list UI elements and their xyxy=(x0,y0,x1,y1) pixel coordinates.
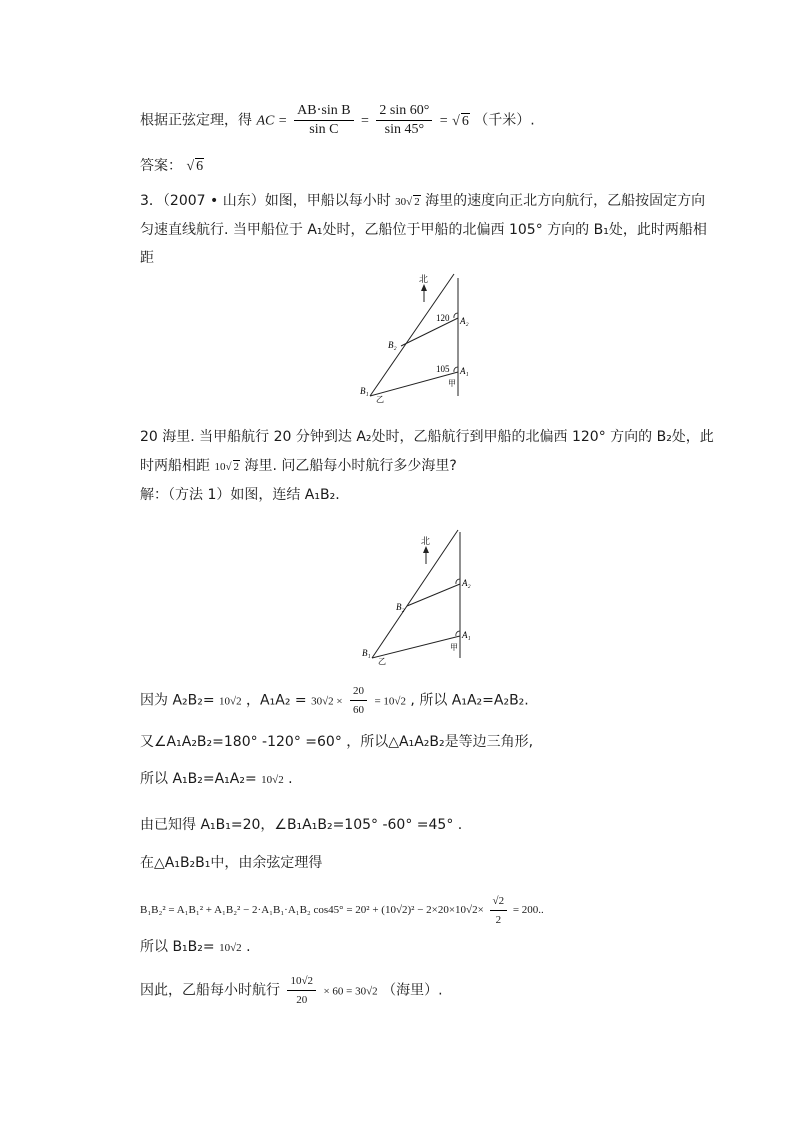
problem-line-2 xyxy=(140,219,707,239)
problem-line-4 xyxy=(140,426,714,446)
answer-line xyxy=(140,155,204,175)
figure1-angle-arc-bottom xyxy=(454,367,458,372)
expr-result: = 10√2 xyxy=(374,695,406,708)
radicand: 6 xyxy=(461,113,469,129)
figure1-label-yi: 乙 xyxy=(376,395,384,404)
solution-line-2 xyxy=(140,731,533,751)
fraction-denominator: sin 45° xyxy=(384,122,425,137)
problem-text: 海里. 问乙船每小时航行多少海里? xyxy=(244,458,457,474)
fraction-denominator: sin C xyxy=(309,122,339,137)
solution-text: 又∠A₁A₂B₂=180° -120° =60° ，所以△A₁A₂B₂是等边三角形, xyxy=(140,734,534,750)
answer-label: 答案： xyxy=(140,158,182,174)
solution-line-5 xyxy=(140,852,322,872)
expr-result: × 60 = 30√2 xyxy=(323,985,378,998)
figure1-label-a2: A₂ xyxy=(460,316,469,326)
solution-text: 因为 A₂B₂= xyxy=(140,692,215,709)
solution-text: 解：（方法 1）如图，连结 A₁B₂. xyxy=(140,487,340,503)
figure2-label-yi: 乙 xyxy=(378,657,386,666)
value-10-root2: 10√2 xyxy=(219,942,242,954)
figure2-north-label: 北 xyxy=(421,536,431,546)
figure2-label-a1: A₁ xyxy=(462,630,471,640)
fraction-numerator: AB⋅sin B xyxy=(294,102,353,121)
problem-line-3 xyxy=(140,247,154,267)
figure2-line-b1-top xyxy=(372,530,458,658)
fraction-2sin60 xyxy=(376,102,432,139)
equals-sign: = xyxy=(439,113,448,129)
equals-sign: = xyxy=(361,113,369,129)
solution-line-7 xyxy=(140,972,443,1009)
figure2-angle-arc-top xyxy=(456,579,460,584)
sine-rule-prefix: 根据正弦定理，得 xyxy=(140,112,252,129)
problem-line-1 xyxy=(140,190,705,210)
fraction-numerator: 2 sin 60° xyxy=(376,102,432,121)
figure2-line-b1-a1 xyxy=(372,636,460,658)
figure1-line-b1-a1 xyxy=(370,372,458,396)
fraction-ab-sinb xyxy=(294,102,353,139)
formula-result: = 200.. xyxy=(512,904,544,917)
figure1-angle-120: 120 xyxy=(436,313,450,323)
solution-text: ，A₁A₂ = xyxy=(246,692,307,709)
fraction-numerator: √2 xyxy=(490,892,508,911)
figure2-label-b2: B₂ xyxy=(396,602,405,612)
formula-text: B₁B₂² = A₁B₁² + A₁B₂² − 2·A₁B₁·A₁B₂ cos45° = 20² + (10√2)² − 2×20×10√2× xyxy=(140,904,484,917)
solution-text: 所以 B₁B₂= xyxy=(140,939,215,955)
solution-text: . xyxy=(288,771,293,787)
figure2-arrowhead-icon xyxy=(423,546,429,553)
expr-30-root2: 30√2 × xyxy=(311,695,343,708)
problem-text: 匀速直线航行. 当甲船位于 A₁处时，乙船位于甲船的北偏西 105° 方向的 B₁处，此时两船相 xyxy=(140,222,707,238)
figure1-north-label: 北 xyxy=(419,274,429,284)
figure2-angle-arc-bottom xyxy=(456,631,460,636)
fraction-numerator: 20 xyxy=(350,682,367,701)
problem-text: 时两船相距 xyxy=(140,458,210,474)
solution-text: 由已知得 A₁B₁=20，∠B₁A₁B₂=105° -60° =45° . xyxy=(140,817,463,833)
equals-sign: = xyxy=(278,113,287,129)
figure2-label-jia: 甲 xyxy=(450,643,458,652)
figure1-label-jia: 甲 xyxy=(448,379,456,388)
problem-text: 距 xyxy=(140,250,154,266)
figure1-label-b2: B₂ xyxy=(388,340,397,350)
fraction-numerator: 10√2 xyxy=(287,972,316,991)
figure2-line-b2-a2 xyxy=(407,584,460,606)
solution-text: （海里）. xyxy=(382,982,443,999)
solution-text: 所以 A₁B₂=A₁A₂= xyxy=(140,771,257,787)
solution-text: 在△A₁B₂B₁中，由余弦定理得 xyxy=(140,855,323,871)
figure1-angle-arc-top xyxy=(454,313,458,318)
figure1-arrowhead-icon xyxy=(421,284,427,291)
sine-rule-line xyxy=(140,102,535,139)
figure2-label-b1: B₁ xyxy=(362,648,371,658)
distance-value: 10√ 2 xyxy=(214,461,239,473)
radicand: 2 xyxy=(414,196,420,208)
fraction-denominator: 60 xyxy=(353,704,365,716)
fraction-denominator: 2 xyxy=(495,914,502,926)
unit-km: （千米）. xyxy=(474,112,535,129)
solution-text: 因此，乙船每小时航行 xyxy=(140,982,280,999)
radicand: 2 xyxy=(233,461,239,473)
solution-text: . xyxy=(246,939,251,955)
figure1-angle-105: 105 xyxy=(436,364,450,374)
figure1-line-b1-top xyxy=(370,274,454,396)
cosine-rule-formula xyxy=(140,892,544,929)
solution-line-1 xyxy=(140,682,529,719)
fraction-denominator: 20 xyxy=(296,994,308,1006)
figure2-label-a2: A₂ xyxy=(462,578,471,588)
solution-line-6 xyxy=(140,936,251,956)
value-10-root2: 10√2 xyxy=(261,774,284,786)
ac-label: AC xyxy=(256,113,275,129)
fraction-root2-2 xyxy=(490,892,508,929)
problem-text: 20 海里. 当甲船航行 20 分钟到达 A₂处时，乙船航行到甲船的北偏西 120° 方向的 B₂处，此 xyxy=(140,429,714,445)
solution-line-3 xyxy=(140,768,293,788)
sqrt-6: √ 6 xyxy=(452,113,469,129)
solution-intro xyxy=(140,484,340,504)
fraction-10root2-20 xyxy=(287,972,316,1009)
problem-line-5 xyxy=(140,455,457,475)
figure-1 xyxy=(360,268,480,408)
solution-line-4 xyxy=(140,814,462,834)
problem-text: 海里的速度向正北方向航行，乙船按固定方向 xyxy=(425,193,706,209)
answer-sqrt: √ 6 xyxy=(186,159,204,174)
fraction-20-60 xyxy=(350,682,367,719)
coefficient: 30 xyxy=(395,196,407,208)
coefficient: 10 xyxy=(214,461,226,473)
figure1-label-b1: B₁ xyxy=(360,386,369,396)
radicand: 6 xyxy=(196,159,204,174)
speed-value: 30√ 2 xyxy=(395,196,420,208)
problem-text: 3．（2007 • 山东）如图，甲船以每小时 xyxy=(140,193,391,209)
figure1-label-a1: A₁ xyxy=(460,366,469,376)
solution-text: , 所以 A₁A₂=A₂B₂. xyxy=(410,692,529,709)
value-10-root2: 10√2 xyxy=(219,695,242,708)
figure-2 xyxy=(362,528,477,668)
